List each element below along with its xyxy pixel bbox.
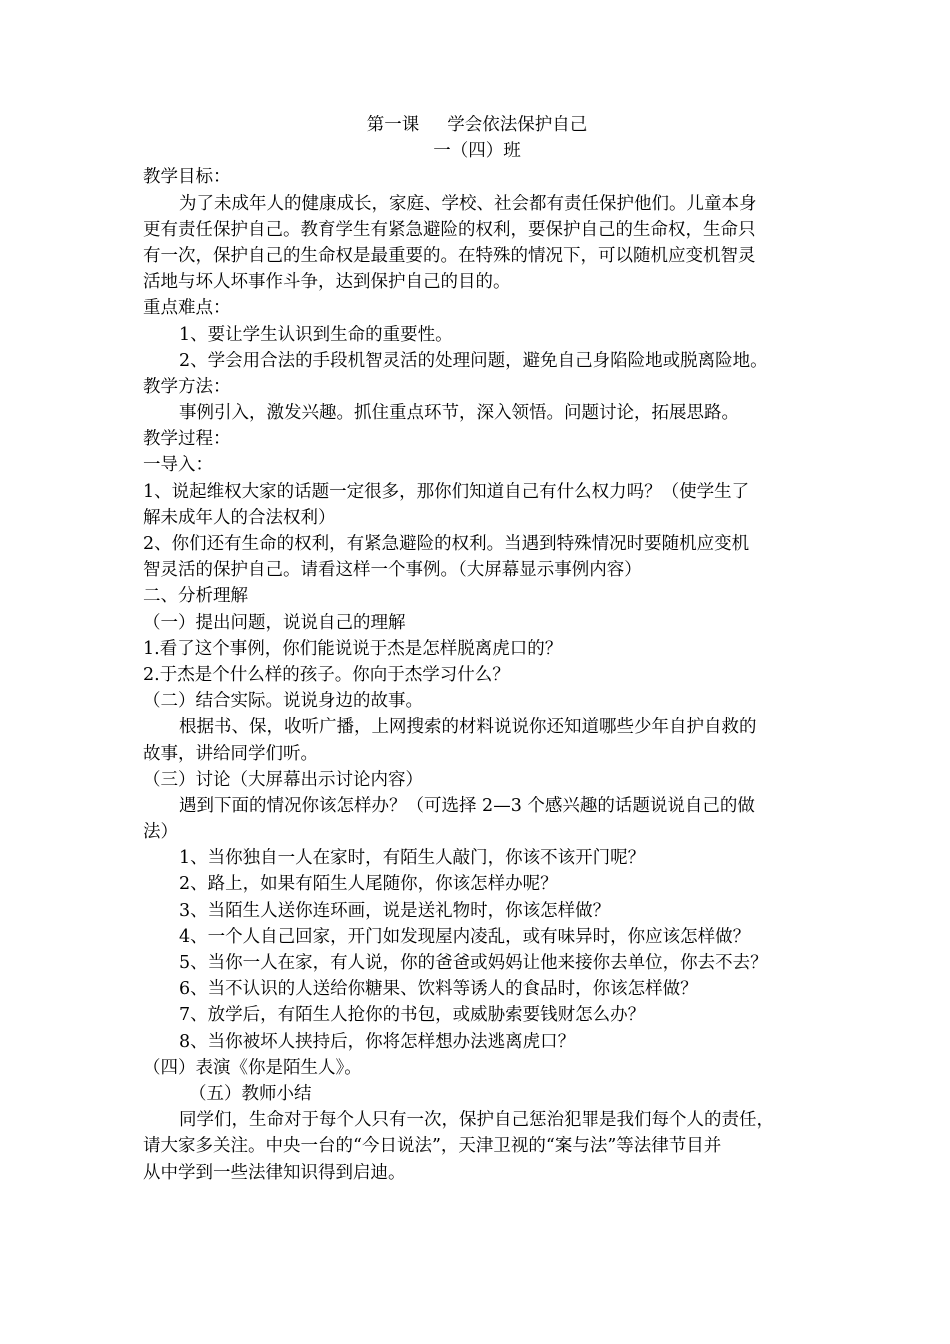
text-line: 活地与坏人坏事作斗争，达到保护自己的目的。 [143,272,511,293]
text-line: 教学方法： [143,376,231,397]
document-body [143,164,811,1185]
text-line: 1.看了这个事例，你们能说说于杰是怎样脱离虎口的？ [143,638,563,659]
text-line: （二）结合实际。说说身边的故事。 [143,691,423,712]
lesson-title [143,112,811,138]
text-line: 2、学会用合法的手段机智灵活的处理问题，避免自己身陷险地或脱离险地。 [179,350,768,371]
text-line: 7、放学后，有陌生人抢你的书包，或威胁索要钱财怎么办？ [179,1005,646,1026]
text-line: 1、说起维权大家的话题一定很多，那你们知道自己有什么权力吗？（使学生了 [143,481,750,502]
text-line: 2.于杰是个什么样的孩子。你向于杰学习什么？ [143,664,510,685]
text-line: 一导入： [143,455,213,476]
text-line: 遇到下面的情况你该怎样办？（可选择 2—3 个感兴趣的话题说说自己的做 [179,795,755,816]
text-line: 请大家多关注。中央一台的“今日说法”，天津卫视的“案与法”等法律节目并 [143,1136,722,1157]
text-line: 2、路上，如果有陌生人尾随你，你该怎样办呢？ [179,874,558,895]
text-line: 根据书、保，收听广播，上网搜索的材料说说你还知道哪些少年自护自救的 [179,717,757,738]
text-line: 解未成年人的合法权利） [143,507,336,528]
text-line: 有一次，保护自己的生命权是最重要的。在特殊的情况下，可以随机应变机智灵 [143,245,756,266]
text-line: 法） [143,822,178,843]
text-line: 5、当你一人在家，有人说，你的爸爸或妈妈让他来接你去单位，你去不去？ [179,953,768,973]
document-page [143,112,811,1186]
text-line: 教学目标： [143,167,231,188]
text-line: （五）教师小结 [189,1083,312,1104]
text-line: 二、分析理解 [143,586,248,607]
lesson-topic: 学会依法保护自己 [447,115,588,135]
text-line: 3、当陌生人送你连环画，说是送礼物时，你该怎样做？ [179,900,611,921]
text-line: （四）表演《你是陌生人》。 [143,1057,362,1078]
text-line: （三）讨论（大屏幕出示讨论内容） [143,769,423,790]
text-line: 8、当你被坏人挟持后，你将怎样想办法逃离虎口？ [179,1031,576,1052]
text-line: 从中学到一些法律知识得到启迪。 [143,1162,406,1183]
text-line: 1、当你独自一人在家时，有陌生人敲门，你该不该开门呢？ [179,848,646,869]
text-line: 1、要让学生认识到生命的重要性。 [179,324,453,345]
text-line: 2、你们还有生命的权利，有紧急避险的权利。当遇到特殊情况时要随机应变机 [143,534,750,554]
lesson-number: 第一课 [366,115,420,135]
text-line: 更有责任保护自己。教育学生有紧急避险的权利，要保护自己的生命权，生命只 [143,219,756,240]
text-line: （一）提出问题，说说自己的理解 [143,612,406,633]
text-line: 故事，讲给同学们听。 [143,743,318,764]
class-name: 一（四）班 [433,141,521,162]
text-line: 同学们，生命对于每个人只有一次，保护自己惩治犯罪是我们每个人的责任， [179,1110,774,1131]
text-line: 4、一个人自己回家，开门如发现屋内凌乱，或有味异时，你应该怎样做？ [179,926,751,947]
text-line: 事例引入，激发兴趣。抓住重点环节，深入领悟。问题讨论，拓展思路。 [179,403,739,424]
text-line: 为了未成年人的健康成长，家庭、学校、社会都有责任保护他们。儿童本身 [179,193,757,214]
text-line: 重点难点： [143,298,231,319]
text-line: 教学过程： [143,429,231,450]
text-line: 6、当不认识的人送给你糖果、饮料等诱人的食品时，你该怎样做？ [179,979,698,1000]
text-line: 智灵活的保护自己。请看这样一个事例。（大屏幕显示事例内容） [143,560,642,581]
